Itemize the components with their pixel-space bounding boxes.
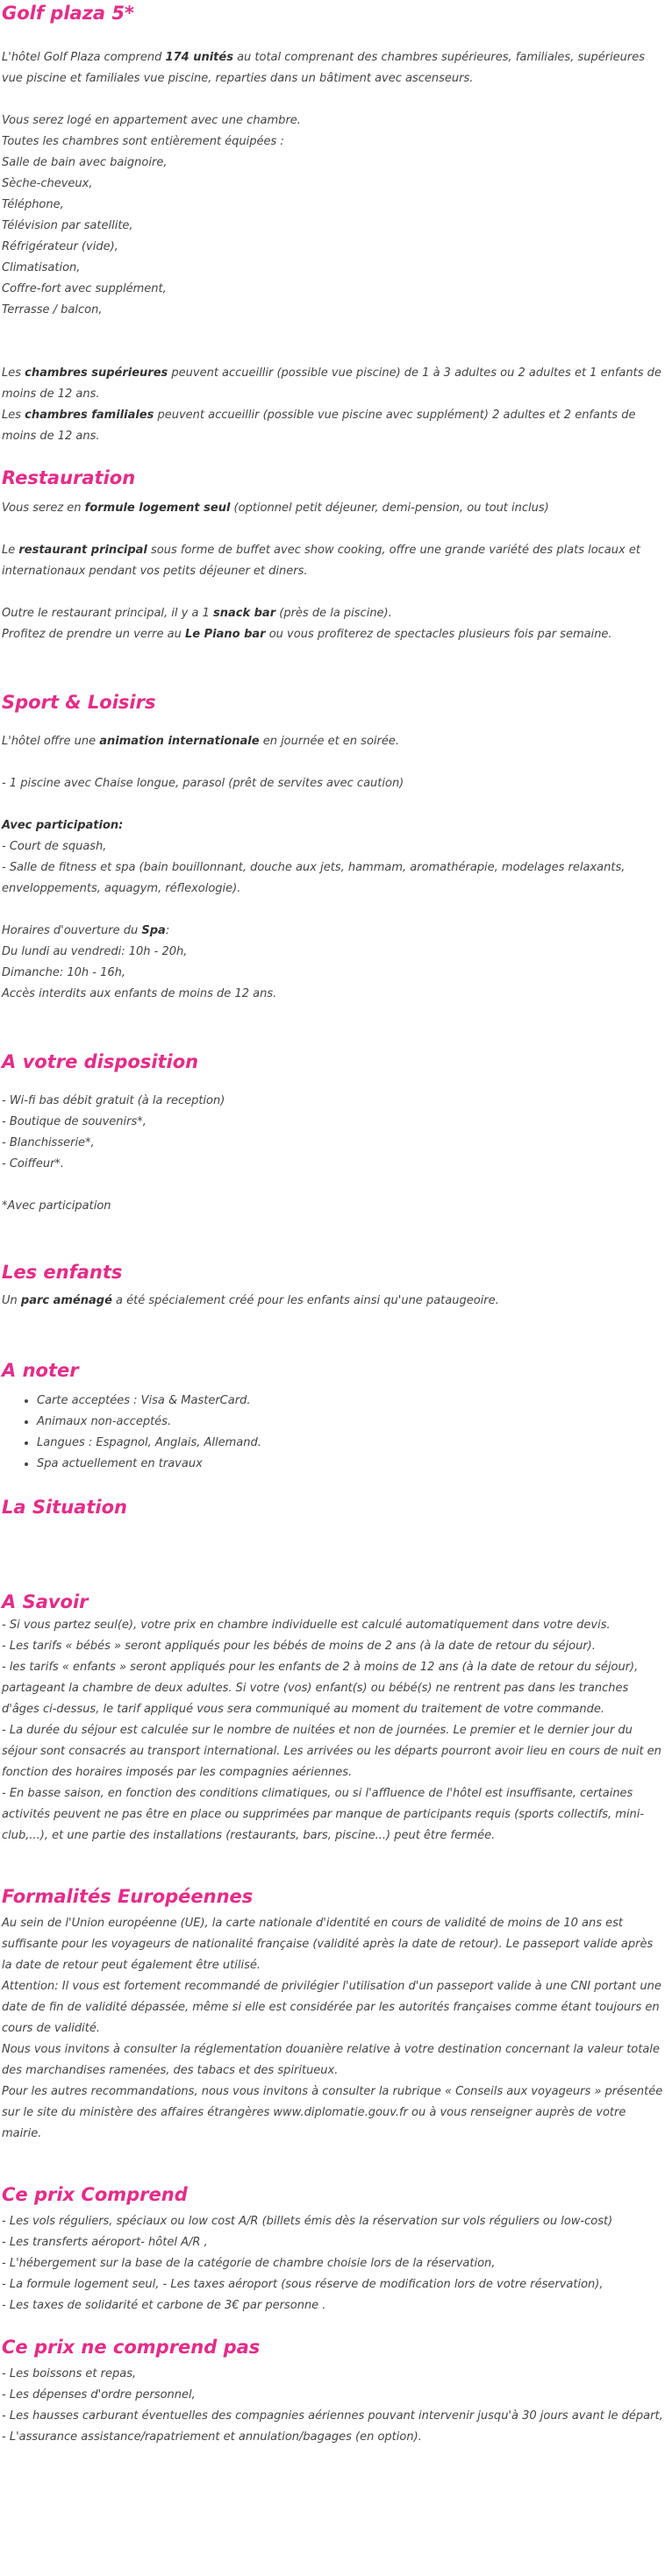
- spa-age-restriction: Accès interdits aux enfants de moins de 12 ans.: [2, 987, 277, 1000]
- room-line: Téléphone,: [2, 198, 64, 211]
- comprend-title: Ce prix Comprend: [2, 2184, 188, 2205]
- excluded-item: - L'assurance assistance/rapatriement et annulation/bagages (en option).: [2, 2430, 422, 2444]
- disposition-title: A votre disposition: [2, 1051, 199, 1072]
- hotel-intro: L'hôtel Golf Plaza comprend 174 unités au total comprenant des chambres supérieures, familiales, supérieures vue piscine et familiales vue piscine, reparties dans un bâtiment avec ascenseurs.: [2, 51, 646, 85]
- sport-title: Sport & Loisirs: [2, 692, 156, 713]
- savoir-item: - La durée du séjour est calculée sur le nombre de nuitées et non de journées. Le premier et le dernier jour du séjour sont consacrés au transport international. Les arrivées ou les départs pourront avoir lieu en cours de nuit en fonction des horaires imposés par les compagnies aériennes.: [2, 1724, 661, 1779]
- section-hotel: [2, 0, 663, 447]
- included-item: - Les taxes de solidarité et carbone de 3€ par personne .: [2, 2299, 326, 2312]
- restauration-formula: Vous serez en formule logement seul (optionnel petit déjeuner, demi-pension, ou tout inclus): [2, 502, 549, 515]
- restaurant-principal-text: Le restaurant principal sous forme de buffet avec show cooking, offre une grande variété des plats locaux et internationaux pendant vos petits déjeuner et diners.: [2, 544, 640, 578]
- room-line: Réfrigérateur (vide),: [2, 240, 118, 253]
- ne-comprend-title: Ce prix ne comprend pas: [2, 2337, 261, 2358]
- formalites-item: Nous vous invitons à consulter la réglementation douanière relative à votre destination concernant la valeur totale des marchandises ramenées, des tabacs et des spiritueux.: [2, 2043, 660, 2077]
- savoir-item: - Les tarifs « bébés » seront appliqués pour les bébés de moins de 2 ans (à la date de retour du séjour).: [2, 1640, 596, 1653]
- animation-text: L'hôtel offre une animation internationale en journée et en soirée.: [2, 735, 399, 748]
- section-restauration: [2, 447, 663, 645]
- included-item: - L'hébergement sur la base de la catégorie de chambre choisie lors de la réservation,: [2, 2257, 496, 2270]
- noter-title: A noter: [2, 1360, 79, 1381]
- hotel-title: Golf plaza 5*: [2, 3, 135, 24]
- savoir-title: A Savoir: [2, 1591, 89, 1612]
- room-line: Salle de bain avec baignoire,: [2, 156, 168, 169]
- kids-park-text: Un parc aménagé a été spécialement créé pour les enfants ainsi qu'une pataugeoire.: [2, 1294, 499, 1307]
- piano-bar-text: Profitez de prendre un verre au Le Piano bar ou vous profiterez de spectacles plusieurs fois par semaine.: [2, 628, 612, 641]
- section-noter: [2, 1312, 663, 1475]
- room-line: Toutes les chambres sont entièrement équipées :: [2, 135, 284, 148]
- fitness-text: - Salle de fitness et spa (bain bouillonnant, douche aux jets, hammam, aromathérapie, modelages relaxants, enveloppements, aquagym, réflexologie).: [2, 861, 626, 895]
- formalites-item: Attention: Il vous est fortement recommandé de privilégier l'utilisation d'un passeport valide à une CNI portant une date de fin de validité dépassée, même si elle est considérée par les autorités françaises comme étant toujours en cours de validité.: [2, 1980, 661, 2035]
- formalites-item: Pour les autres recommandations, nous vous invitons à consulter la rubrique « Conseils aux voyageurs » présentée sur le site du ministère des affaires étrangères www.diplomatie.gouv.fr ou à vous renseigner auprès de votre mairie.: [2, 2085, 663, 2140]
- participation-note: *Avec participation: [2, 1199, 111, 1213]
- savoir-item: - Si vous partez seul(e), votre prix en chambre individuelle est calculé automatiquement dans votre devis.: [2, 1619, 611, 1632]
- excluded-item: - Les boissons et repas,: [2, 2367, 137, 2380]
- section-situation: [2, 1475, 663, 1520]
- note-item: • Animaux non-acceptés.: [37, 1412, 663, 1433]
- note-item: • Langues : Espagnol, Anglais, Allemand.: [37, 1433, 663, 1454]
- section-comprend: [2, 2145, 663, 2316]
- formalites-item: Au sein de l'Union européenne (UE), la carte nationale d'identité en cours de validité de moins de 10 ans est suffisante pour les voyageurs de nationalité française (validité après la date de retour). Le passeport valide après la date de retour peut également être utilisé.: [2, 1917, 654, 1972]
- room-line: Télévision par satellite,: [2, 219, 133, 232]
- section-savoir: [2, 1520, 663, 1847]
- room-line: Coffre-fort avec supplément,: [2, 282, 167, 295]
- weekday-hours: Du lundi au vendredi: 10h - 20h,: [2, 945, 188, 958]
- section-formalites: [2, 1847, 663, 2145]
- notes-list: [2, 1391, 663, 1475]
- section-ne-comprend: [2, 2316, 663, 2448]
- excluded-item: - Les hausses carburant éventuelles des compagnies aériennes pouvant intervenir jusqu'à 30 jours avant le départ,: [2, 2409, 663, 2423]
- room-line: Vous serez logé en appartement avec une chambre.: [2, 114, 301, 127]
- savoir-item: - En basse saison, en fonction des conditions climatiques, ou si l'affluence de l'hôtel est insuffisante, certaines activités peuvent ne pas être en place ou supprimées par manque de participants requis (sports collectifs, mini-club,...), et une partie des installations (restaurants, bars, piscine...) peut être fermée.: [2, 1787, 645, 1842]
- section-sport: [2, 645, 663, 1005]
- savoir-item: - les tarifs « enfants » seront appliqués pour les enfants de 2 à moins de 12 ans (à la date de retour du séjour), partageant la chambre de deux adultes. Si votre (vos) enfant(s) ou bébé(s) ne rentrent pas dans les tranches d'âges ci-dessus, le tarif appliqué vous sera communiqué au moment du traitement de votre commande.: [2, 1661, 639, 1716]
- note-item: • Spa actuellement en travaux: [37, 1454, 663, 1475]
- sunday-hours: Dimanche: 10h - 16h,: [2, 966, 126, 979]
- section-disposition: [2, 1005, 663, 1217]
- formalites-title: Formalités Européennes: [2, 1886, 254, 1907]
- participation-heading: Avec participation:: [2, 819, 124, 832]
- included-item: - La formule logement seul, - Les taxes aéroport (sous réserve de modification lors de votre réservation),: [2, 2278, 604, 2291]
- amenity-item: - Wi-fi bas débit gratuit (à la reception): [2, 1094, 225, 1107]
- included-item: - Les vols réguliers, spéciaux ou low cost A/R (billets émis dès la réservation sur vols réguliers ou low-cost): [2, 2215, 613, 2228]
- pool-text: - 1 piscine avec Chaise longue, parasol (prêt de servites avec caution): [2, 777, 404, 790]
- amenity-item: - Blanchisserie*,: [2, 1136, 95, 1149]
- restauration-title: Restauration: [2, 467, 136, 488]
- amenity-item: - Boutique de souvenirs*,: [2, 1115, 147, 1128]
- situation-title: La Situation: [2, 1497, 127, 1518]
- amenity-item: - Coiffeur*.: [2, 1157, 65, 1171]
- room-line: Climatisation,: [2, 261, 81, 274]
- included-item: - Les transferts aéroport- hôtel A/R ,: [2, 2236, 208, 2249]
- section-enfants: [2, 1217, 663, 1312]
- note-item: • Carte acceptées : Visa & MasterCard.: [37, 1391, 663, 1412]
- superior-rooms-text: Les chambres supérieures peuvent accueillir (possible vue piscine) de 1 à 3 adultes ou 2 adultes et 1 enfants de moins de 12 ans.: [2, 366, 661, 401]
- room-line: Sèche-cheveux,: [2, 177, 93, 190]
- family-rooms-text: Les chambres familiales peuvent accueillir (possible vue piscine avec supplément) 2 adultes et 2 enfants de moins de 12 ans.: [2, 409, 636, 443]
- snack-bar-text: Outre le restaurant principal, il y a 1 snack bar (près de la piscine).: [2, 607, 392, 620]
- enfants-title: Les enfants: [2, 1262, 123, 1283]
- spa-hours-heading: Horaires d'ouverture du Spa:: [2, 924, 170, 937]
- room-line: Terrasse / balcon,: [2, 303, 103, 317]
- excluded-item: - Les dépenses d'ordre personnel,: [2, 2388, 196, 2402]
- squash-text: - Court de squash,: [2, 840, 107, 853]
